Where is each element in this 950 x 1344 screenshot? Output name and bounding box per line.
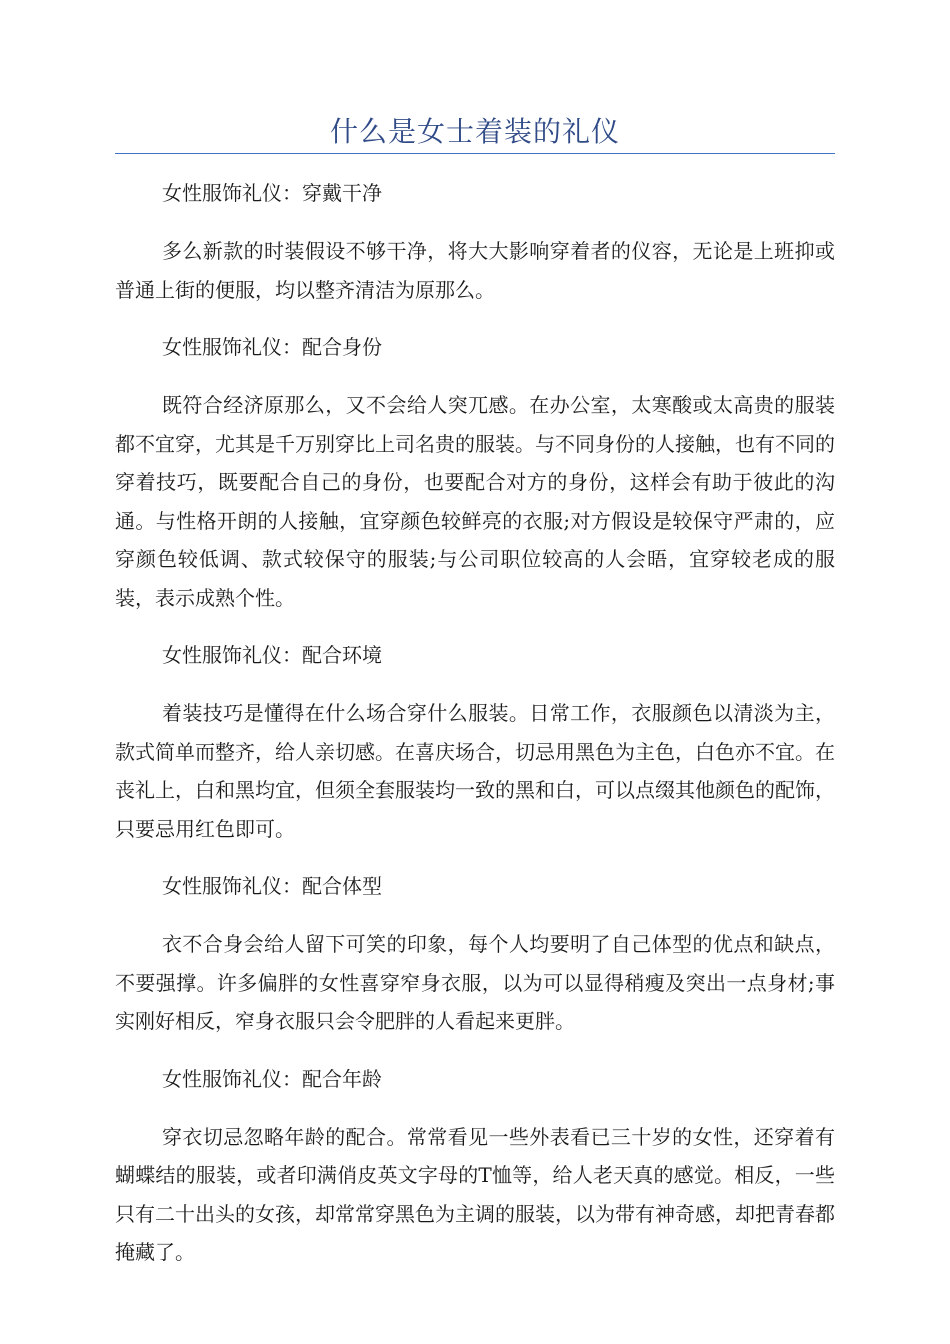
section-paragraph: 穿衣切忌忽略年龄的配合。常常看见一些外表看已三十岁的女性，还穿着有蝴蝶结的服装，或者印满俏皮英文字母的T恤等，给人老天真的感觉。相反，一些只有二十出头的女孩，却常常穿黑色为主调的服装，以为带有神奇感，却把青春都掩藏了。 (115, 1124, 835, 1264)
section-paragraph: 着装技巧是懂得在什么场合穿什么服装。日常工作，衣服颜色以清淡为主，款式简单而整齐，给人亲切感。在喜庆场合，切忌用黑色为主色，白色亦不宜。在丧礼上，白和黑均宜，但须全套服装均一致的黑和白，可以点缀其他颜色的配饰，只要忌用红色即可。 (115, 701, 835, 841)
section-paragraph: 既符合经济原那么，又不会给人突兀感。在办公室，太寒酸或太高贵的服装都不宜穿，尤其是千万别穿比上司名贵的服装。与不同身份的人接触，也有不同的穿着技巧，既要配合自己的身份，也要配合对方的身份，这样会有助于彼此的沟通。与性格开朗的人接触，宜穿颜色较鲜亮的衣服;对方假设是较保守严肃的，应穿颜色较低调、款式较保守的服装;与公司职位较高的人会晤，宜穿较老成的服装，表示成熟个性。 (115, 393, 835, 610)
section-body-type (115, 866, 835, 1041)
title-underline (115, 153, 835, 154)
section-heading: 女性服饰礼仪：配合体型 (162, 874, 382, 898)
section-age (115, 1059, 835, 1272)
section-clean (115, 173, 835, 309)
document-body (115, 173, 835, 1290)
section-identity (115, 327, 835, 617)
section-heading: 女性服饰礼仪：配合年龄 (162, 1066, 382, 1091)
section-heading: 女性服饰礼仪：配合环境 (162, 643, 382, 667)
section-environment (115, 635, 835, 848)
section-paragraph: 多么新款的时装假设不够干净，将大大影响穿着者的仪容，无论是上班抑或普通上街的便服，均以整齐清洁为原那么。 (115, 239, 835, 302)
section-heading: 女性服饰礼仪：穿戴干净 (162, 181, 382, 205)
section-heading: 女性服饰礼仪：配合身份 (162, 335, 382, 359)
document-title: 什么是女士着装的礼仪 (329, 115, 620, 148)
section-paragraph: 衣不合身会给人留下可笑的印象，每个人均要明了自己体型的优点和缺点，不要强撑。许多偏胖的女性喜穿窄身衣服，以为可以显得稍瘦及突出一点身材;事实刚好相反，窄身衣服只会令肥胖的人看起来更胖。 (115, 932, 835, 1033)
